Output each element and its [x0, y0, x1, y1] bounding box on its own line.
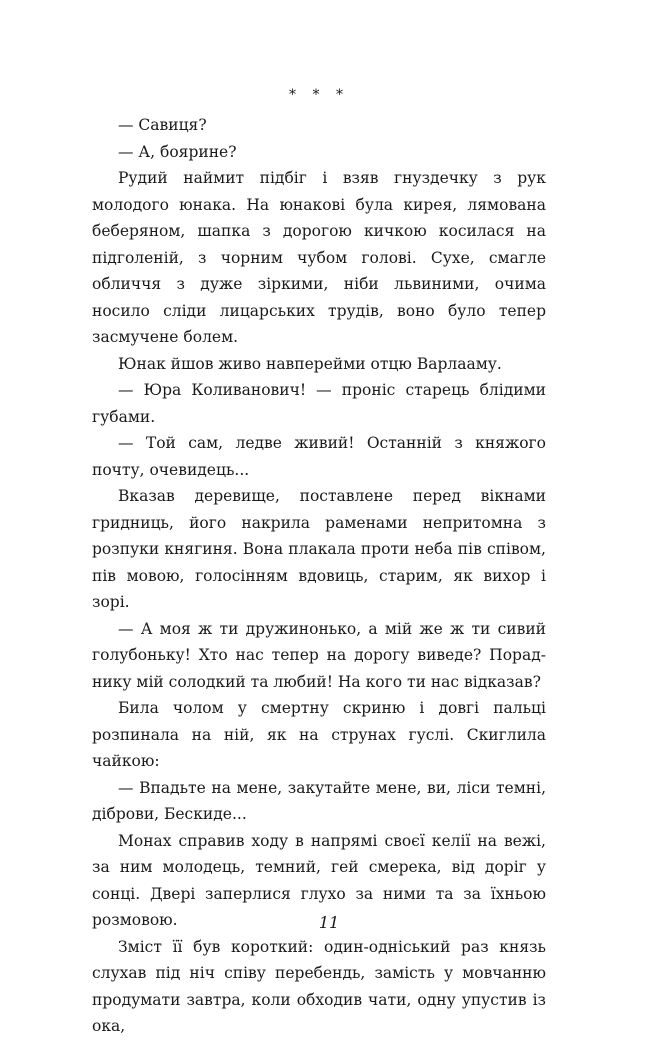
paragraph: Монах справив ходу в напрямі своєї келії на вежі, за ним молодець, темний, гей смерека, від доріг у сонці. Двері заперлися глухо за ними та за їхньою розмовою. [92, 831, 546, 929]
page-number: 11 [318, 913, 340, 932]
paragraph: Юнак йшов живо навперейми отцю Варлааму. [118, 354, 502, 373]
paragraph: — Савиця? [118, 116, 207, 134]
paragraph: Рудий наймит підбіг і взяв гнуздечку з рук молодого юнака. На юнакові була кирея, лямована беберяном, шапка з дорогою кичкою косилася на підголеній, з чорним чубом голові. Сухе, смагле обличчя з дуже зіркими, ніби львиними, очима носило сліди лицарських трудів, воно було тепер засмучене болем. [92, 169, 546, 346]
page-body [92, 80, 546, 1040]
text-block [92, 112, 546, 1040]
paragraph: — А моя ж ти дружинонько, а мій же ж ти сивий голубоньку! Хто нас тепер на дорогу виведе? Пораднику мій солодкий та любий! На кого ти нас відказав? [92, 619, 546, 691]
section-separator: * * * [289, 87, 349, 103]
paragraph: — Юра Коливанович! — проніс старець блідими губами. [92, 381, 546, 426]
paragraph: — А, боярине? [118, 142, 237, 161]
paragraph: — Впадьте на мене, закутайте мене, ви, ліси темні, діброви, Бескиде... [92, 778, 546, 823]
paragraph: Вказав деревище, поставлене перед вікнами гридниць, його накрила раменами непритомна з розпуки княгиня. Вона плакала проти неба пів співом, пів мовою, голосінням вдовиць, старим, як вихор і зорі. [92, 487, 546, 611]
paragraph: Зміст її був короткий: один-одніський раз князь слухав під ніч співу перебендь, замість у мовчанню продумати завтра, коли обходив чати, одну упустив із ока, [92, 937, 546, 1035]
paragraph: Била чолом у смертну скриню і довгі пальці розпинала на ній, як на струнах гуслі. Скиглила чайкою: [92, 699, 546, 770]
paragraph: — Той сам, ледве живий! Останній з княжого почту, очевидець... [92, 434, 546, 479]
